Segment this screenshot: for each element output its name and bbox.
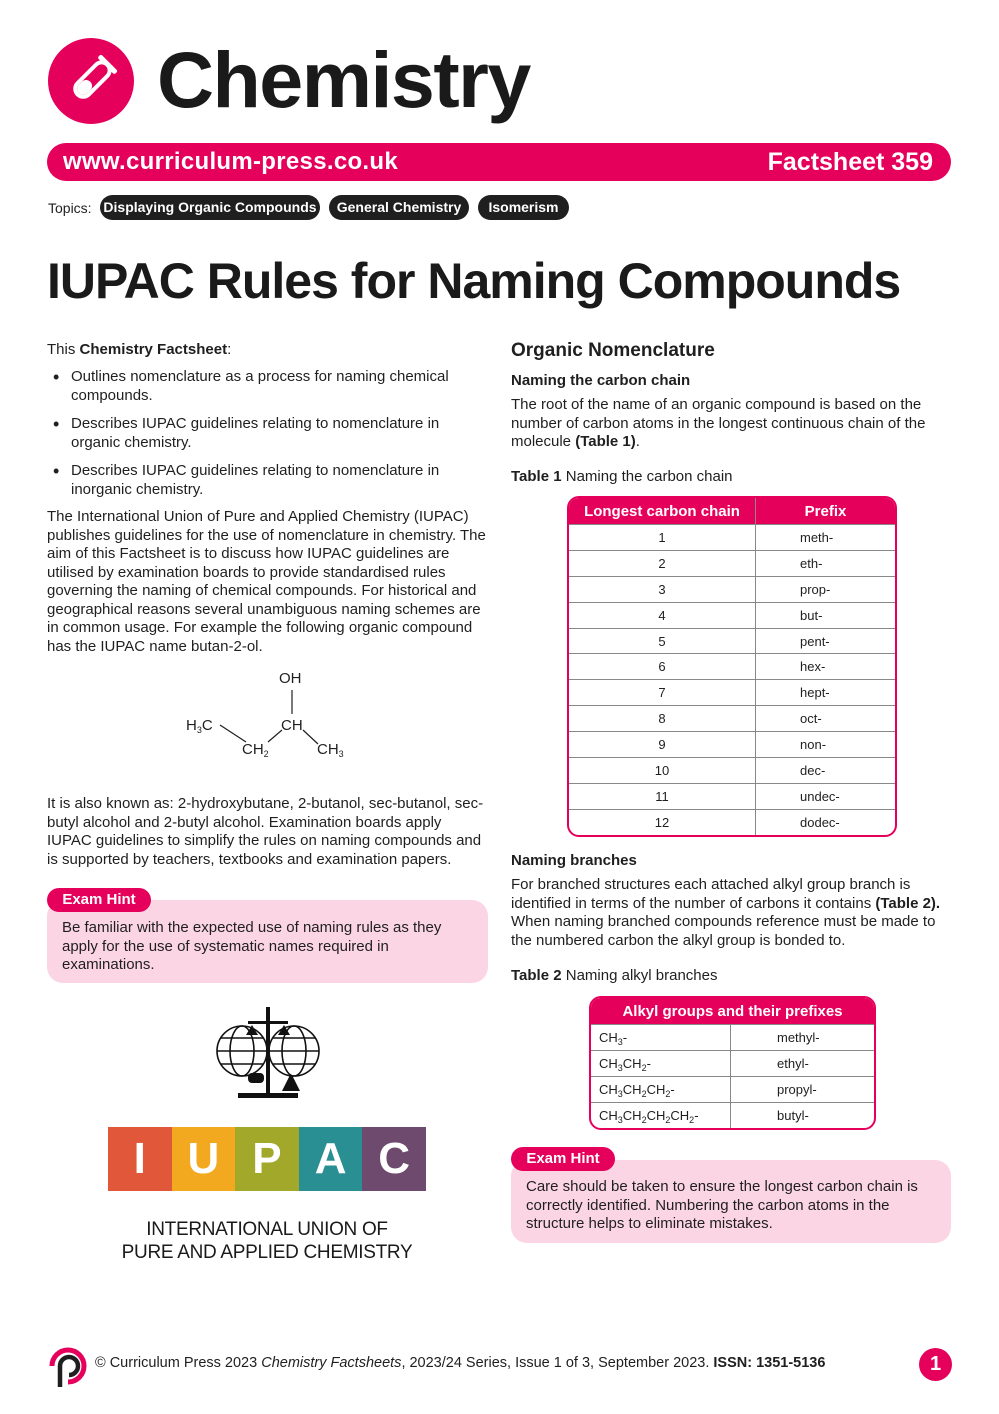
brand-title: Chemistry xyxy=(157,35,530,124)
section-heading: Organic Nomenclature xyxy=(511,340,715,361)
topics-label: Topics: xyxy=(48,200,92,216)
prefix-cell: eth- xyxy=(756,550,896,576)
table-row xyxy=(569,758,895,784)
prefix-cell: prop- xyxy=(756,576,896,602)
table-row xyxy=(569,783,895,809)
page-number: 1 xyxy=(919,1348,952,1381)
table-row xyxy=(569,602,895,628)
alt-names-paragraph: It is also known as: 2-hydroxybutane, 2-butanol, sec-butanol, sec-butyl alcohol and 2-butyl alcohol. Examination boards apply IUPAC guidelines to simplify the rules on naming compounds and is supported by teachers, textbooks and examination papers. xyxy=(47,795,484,868)
iupac-letter: C xyxy=(362,1127,426,1191)
alkyl-prefix: propyl- xyxy=(731,1076,875,1102)
test-tube-icon xyxy=(48,38,134,124)
table-row xyxy=(569,525,895,551)
structure-ch3: $CH_3$ xyxy=(317,741,344,759)
iupac-name-line1: INTERNATIONAL UNION OF xyxy=(146,1219,388,1240)
chain-length-cell: 2 xyxy=(569,550,756,576)
curriculum-press-logo-icon xyxy=(46,1343,88,1389)
iupac-letter: A xyxy=(299,1127,363,1191)
prefix-cell: pent- xyxy=(756,628,896,654)
chain-length-cell: 4 xyxy=(569,602,756,628)
table1-header-prefix: Prefix xyxy=(756,498,896,525)
table-row xyxy=(569,576,895,602)
subheading-carbon-chain: Naming the carbon chain xyxy=(511,372,691,389)
factsheet-number: Factsheet 359 xyxy=(767,148,933,176)
alkyl-formula: $CH_3CH_2-$ xyxy=(591,1050,731,1076)
header-bar xyxy=(47,143,951,181)
topic-chip-isomerism[interactable]: Isomerism xyxy=(478,195,569,220)
table-alkyl-groups xyxy=(589,996,876,1130)
page-title: IUPAC Rules for Naming Compounds xyxy=(47,253,901,309)
prefix-cell: dec- xyxy=(756,758,896,784)
intro-paragraph: The International Union of Pure and Applied Chemistry (IUPAC) publishes guidelines for the use of nomenclature in chemistry. The aim of this Factsheet is to discuss how IUPAC guidelines are utilised by examination boards to provide standardised rules governing the naming of chemical compounds. For historical and geographical reasons several unambiguous naming schemes are in common usage. For example the following organic compound has the IUPAC name butan-2-ol. xyxy=(47,508,486,655)
prefix-cell: hex- xyxy=(756,654,896,680)
prefix-cell: dodec- xyxy=(756,809,896,834)
structure-ch2: $CH_2$ xyxy=(242,741,269,759)
intro-bullet: • Describes IUPAC guidelines relating to nomenclature in organic chemistry. xyxy=(47,415,481,452)
iupac-letter: I xyxy=(108,1127,172,1191)
alkyl-formula: $CH_3CH_2CH_2-$ xyxy=(591,1076,731,1102)
structure-oh: OH xyxy=(279,670,302,687)
exam-hint-label: Exam Hint xyxy=(511,1147,615,1171)
chain-length-cell: 6 xyxy=(569,654,756,680)
chain-length-cell: 8 xyxy=(569,706,756,732)
chain-length-cell: 3 xyxy=(569,576,756,602)
table-row xyxy=(569,706,895,732)
prefix-cell: but- xyxy=(756,602,896,628)
alkyl-prefix: butyl- xyxy=(731,1102,875,1127)
exam-hint-text: Be familiar with the expected use of naming rules as they apply for the use of systematic names required in examinations. xyxy=(62,919,442,973)
branches-paragraph: For branched structures each attached alkyl group branch is identified in terms of the number of carbons it contains (Table 2). When naming branched compounds reference must be made to the numbered carbon the alkyl group is bonded to. xyxy=(511,876,941,949)
subheading-branches: Naming branches xyxy=(511,852,637,869)
table2-caption: Table 2 Naming alkyl branches xyxy=(511,967,718,984)
site-url[interactable]: www.curriculum-press.co.uk xyxy=(63,148,398,175)
chain-length-cell: 10 xyxy=(569,758,756,784)
prefix-cell: oct- xyxy=(756,706,896,732)
prefix-cell: hept- xyxy=(756,680,896,706)
footer-copyright: © Curriculum Press 2023 Chemistry Factsheets, 2023/24 Series, Issue 1 of 3, September 2023. ISSN: 1351-5136 xyxy=(95,1355,826,1371)
alkyl-prefix: ethyl- xyxy=(731,1050,875,1076)
table-row xyxy=(591,1076,874,1102)
alkyl-formula: $CH_3-$ xyxy=(591,1025,731,1051)
iupac-letter: U xyxy=(172,1127,236,1191)
exam-hint-text: Care should be taken to ensure the longest carbon chain is correctly identified. Numbering the carbon atoms in the structure helps to eliminate mistakes. xyxy=(526,1178,918,1232)
chain-length-cell: 9 xyxy=(569,732,756,758)
table-row xyxy=(569,732,895,758)
alkyl-formula: $CH_3CH_2CH_2CH_2-$ xyxy=(591,1102,731,1127)
table-carbon-chain xyxy=(567,496,897,837)
table1-caption: Table 1 Naming the carbon chain xyxy=(511,468,733,485)
chain-length-cell: 7 xyxy=(569,680,756,706)
table-row xyxy=(569,628,895,654)
topic-chip-general-chemistry[interactable]: General Chemistry xyxy=(329,195,469,220)
alkyl-prefix: methyl- xyxy=(731,1025,875,1051)
iupac-letter: P xyxy=(235,1127,299,1191)
prefix-cell: non- xyxy=(756,732,896,758)
table2-header: Alkyl groups and their prefixes xyxy=(591,998,874,1025)
table-row xyxy=(591,1050,874,1076)
table1-header-chain: Longest carbon chain xyxy=(569,498,756,525)
intro-bullet: • Outlines nomenclature as a process for naming chemical compounds. xyxy=(47,368,481,405)
chain-length-cell: 11 xyxy=(569,783,756,809)
prefix-cell: meth- xyxy=(756,525,896,551)
topic-chip-displaying-organic[interactable]: Displaying Organic Compounds xyxy=(100,195,320,220)
intro-bullet: • Describes IUPAC guidelines relating to nomenclature in inorganic chemistry. xyxy=(47,462,481,499)
table-row xyxy=(591,1102,874,1127)
carbon-chain-paragraph: The root of the name of an organic compound is based on the number of carbon atoms in the longest continuous chain of the molecule (Table 1). xyxy=(511,396,926,450)
iupac-logo-bar xyxy=(108,1127,426,1191)
table-row xyxy=(569,809,895,834)
exam-hint-label: Exam Hint xyxy=(47,888,151,912)
structure-h3c: $H_3C$ xyxy=(186,717,213,735)
prefix-cell: undec- xyxy=(756,783,896,809)
iupac-emblem-icon xyxy=(212,1005,324,1100)
structure-ch: CH xyxy=(281,717,303,734)
table-row xyxy=(569,654,895,680)
chain-length-cell: 12 xyxy=(569,809,756,834)
iupac-name-line2: PURE AND APPLIED CHEMISTRY xyxy=(121,1242,413,1263)
chain-length-cell: 5 xyxy=(569,628,756,654)
test-tube-logo xyxy=(48,38,134,124)
table-row xyxy=(569,680,895,706)
chain-length-cell: 1 xyxy=(569,525,756,551)
intro-lead: This Chemistry Factsheet: xyxy=(47,341,232,358)
table-row xyxy=(569,550,895,576)
table-row xyxy=(591,1025,874,1051)
